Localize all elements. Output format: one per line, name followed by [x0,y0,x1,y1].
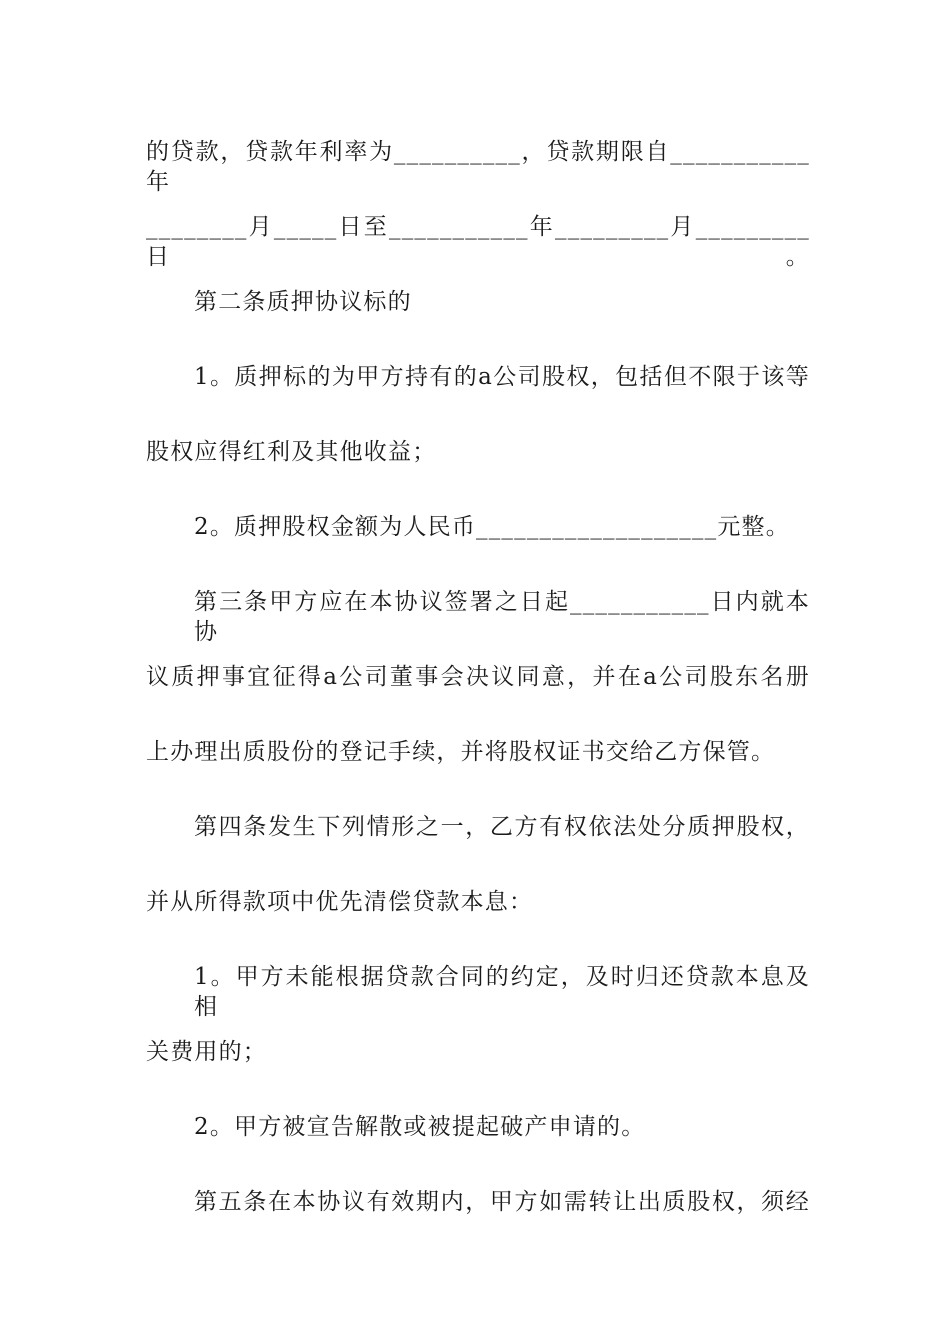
text-line: 关费用的； [146,1039,267,1065]
text-line: 上办理出质股份的登记手续，并将股权证书交给乙方保管。 [146,739,776,765]
text-line: 第五条在本协议有效期内，甲方如需转让出质股权，须经 [194,1189,810,1215]
text-line: 议质押事宜征得a公司董事会决议同意，并在a公司股东名册 [146,664,810,690]
section-heading: 第二条质押协议标的 [194,289,412,315]
text-line: 2。甲方被宣告解散或被提起破产申请的。 [194,1114,646,1140]
text-line: 的贷款，贷款年利率为__________，贷款期限自___________年 [146,139,810,195]
text-line: 2。质押股权金额为人民币___________________元整。 [194,514,790,540]
text-line: 第四条发生下列情形之一，乙方有权依法处分质押股权， [194,814,810,840]
text-line: ________月_____日至___________年_________月_________日。 [146,214,810,270]
text-line: 股权应得红利及其他收益； [146,439,437,465]
text-line: 1。甲方未能根据贷款合同的约定，及时归还贷款本息及相 [194,964,810,1020]
text-line: 并从所得款项中优先清偿贷款本息： [146,889,534,915]
text-line: 第三条甲方应在本协议签署之日起___________日内就本协 [194,589,810,645]
text-line: 1。质押标的为甲方持有的a公司股权，包括但不限于该等 [194,364,810,390]
